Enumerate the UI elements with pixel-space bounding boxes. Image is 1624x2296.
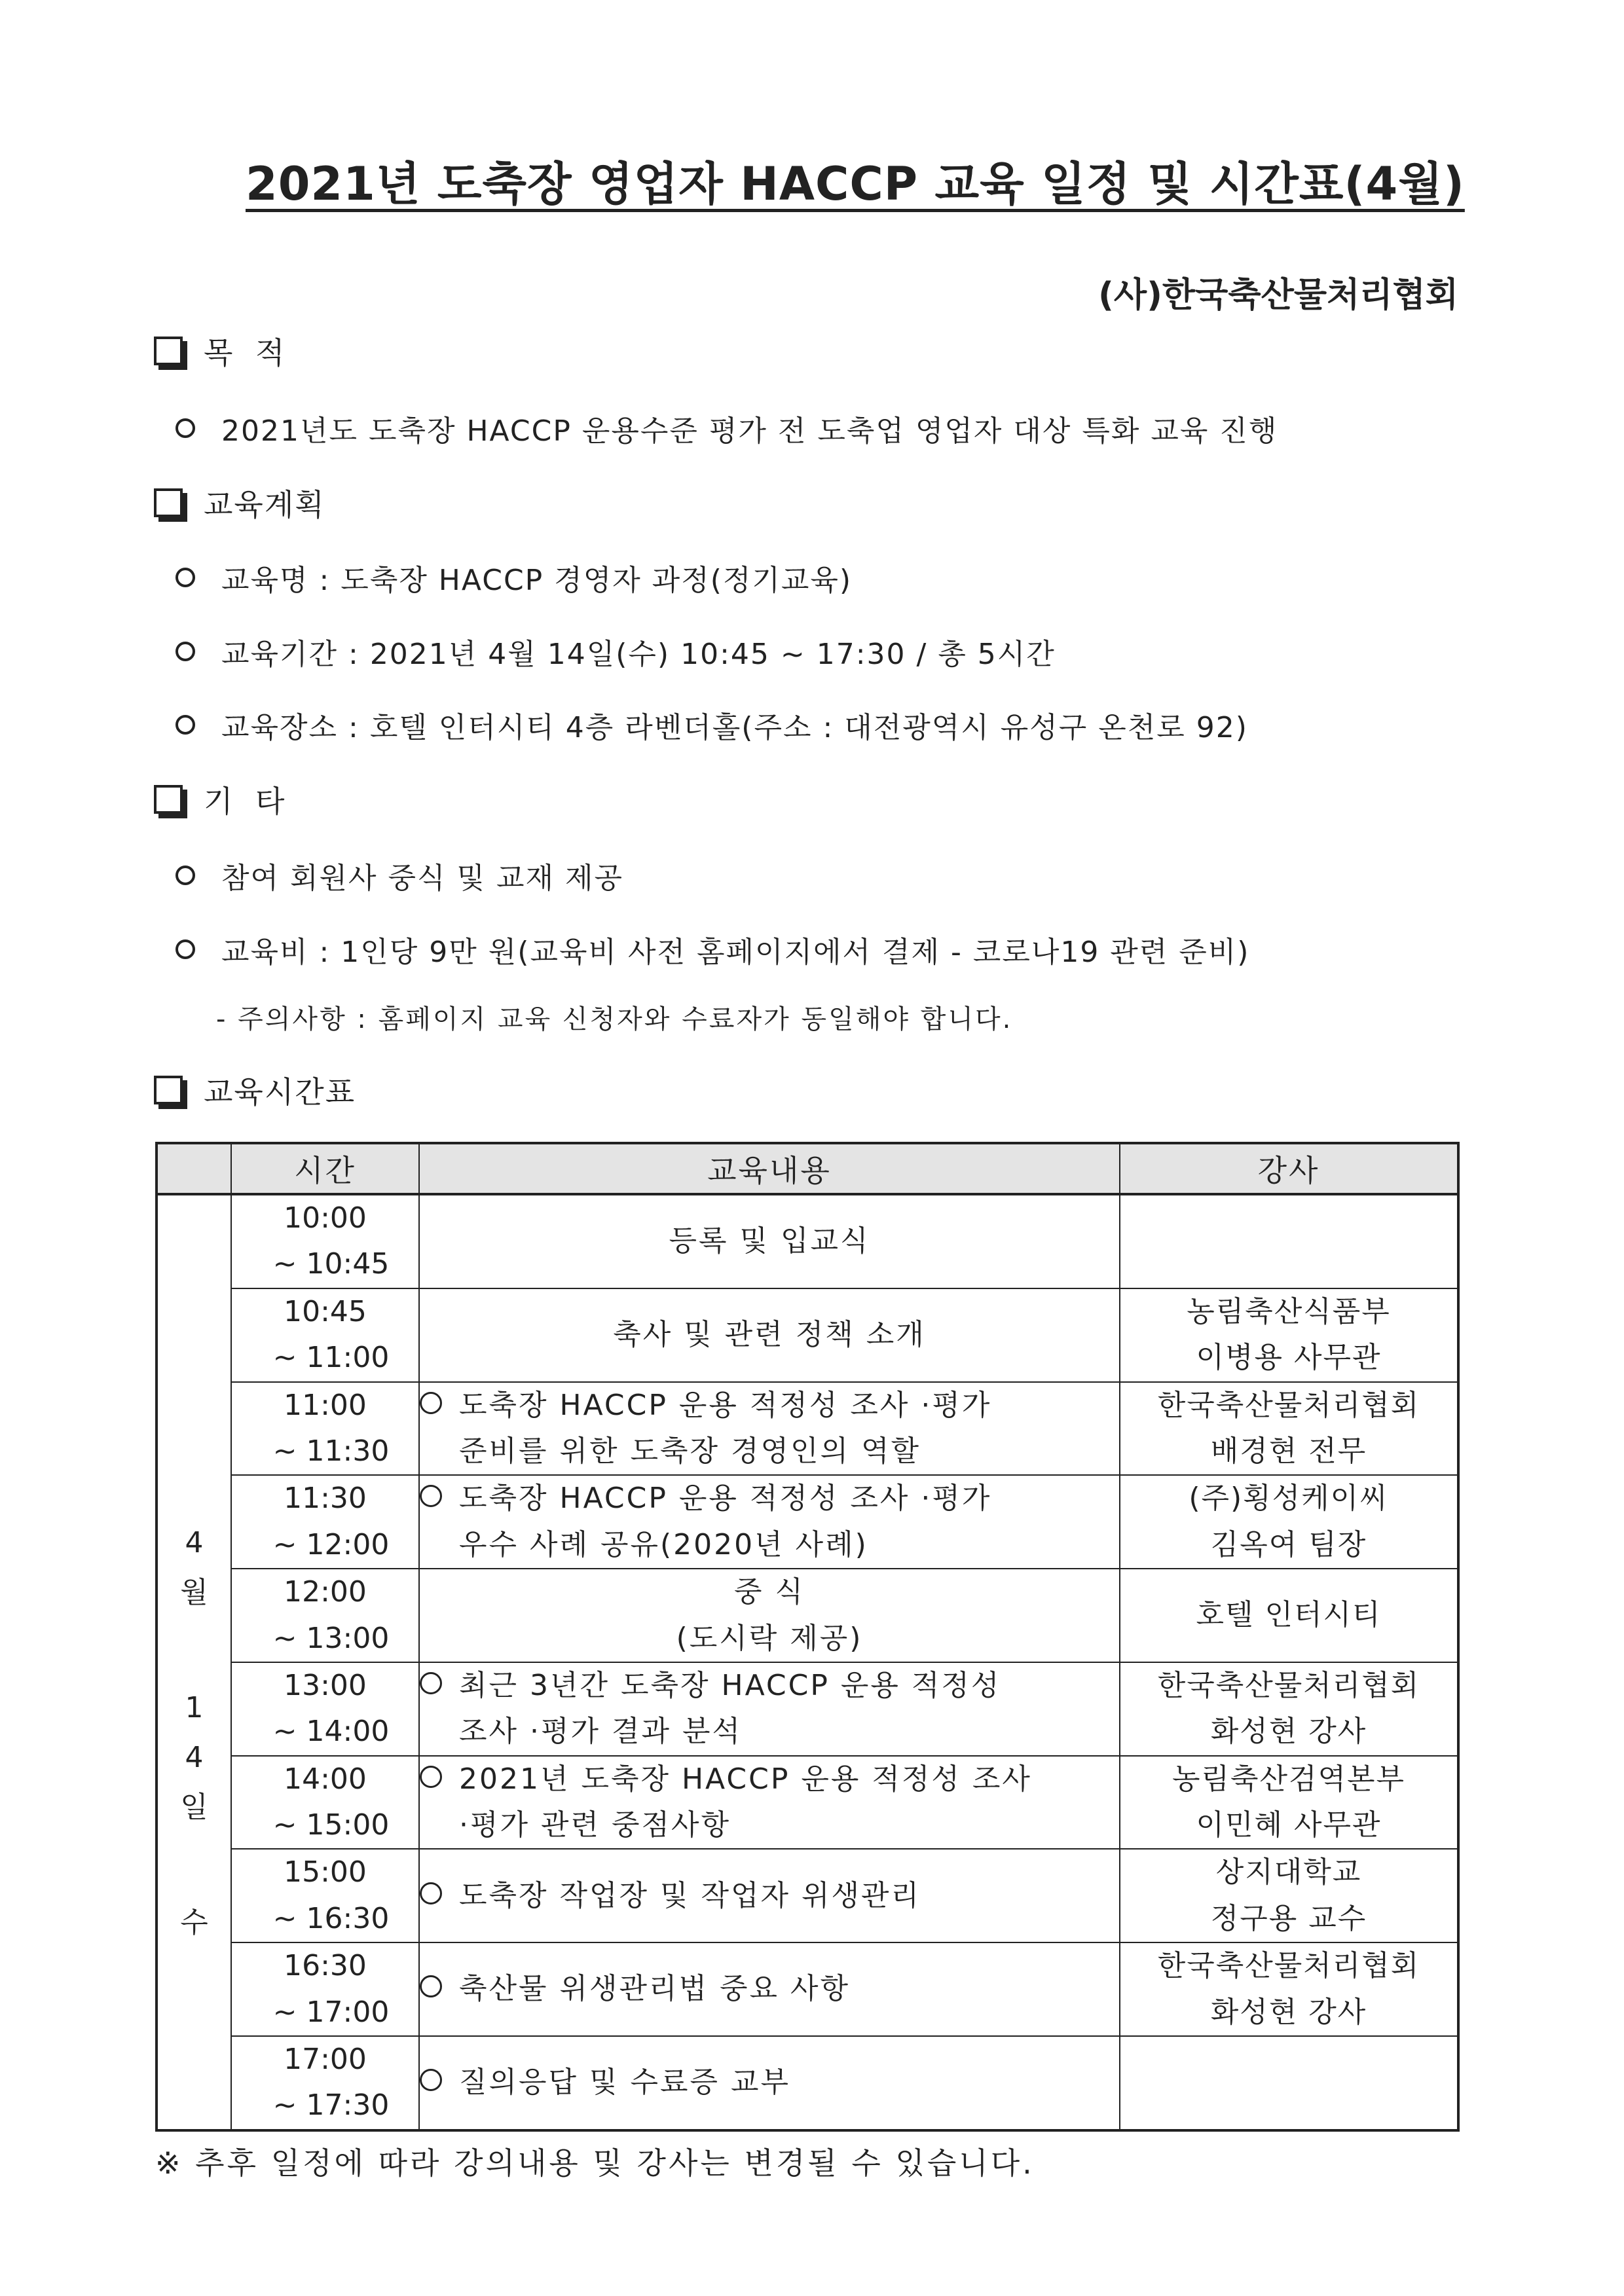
- time-start: 14:00: [284, 1762, 367, 1796]
- checkbox-square-icon: [154, 337, 183, 365]
- lecturer-line: 김옥여 팀장: [1210, 1527, 1367, 1561]
- table-row: [157, 1382, 1458, 1476]
- time-end: ~ 11:30: [272, 1434, 390, 1468]
- date-char: 4: [185, 1525, 204, 1559]
- circle-bullet-icon: [420, 1882, 442, 1904]
- time-end: ~ 16:30: [272, 1901, 390, 1935]
- time-start: 11:00: [284, 1388, 367, 1422]
- date-char: 1: [185, 1690, 204, 1724]
- table-row: [157, 1475, 1458, 1569]
- circle-bullet-icon: [175, 642, 195, 661]
- time-cell: [231, 1569, 419, 1662]
- time-cell: [231, 1942, 419, 2036]
- purpose-item: [175, 407, 1278, 449]
- other-text: 교육비 : 1인당 9만 원(교육비 사전 홈페이지에서 결제 - 코로나19 관련 준비): [221, 936, 1250, 969]
- content-cell: [419, 1288, 1120, 1382]
- lecturer-line: 농림축산식품부: [1187, 1294, 1391, 1328]
- lecturer-cell: [1120, 1942, 1458, 2036]
- circle-bullet-icon: [175, 568, 195, 587]
- content-line: ·평가 관련 중점사항: [459, 1808, 731, 1842]
- content-line: 도축장 HACCP 운용 적정성 조사 ·평가: [459, 1482, 992, 1516]
- circle-bullet-icon: [420, 1975, 442, 1997]
- content-cell: [419, 1662, 1120, 1756]
- lecturer-cell: [1120, 1756, 1458, 1850]
- table-row: [157, 1288, 1458, 1382]
- lecturer-line: 호텔 인터시티: [1196, 1598, 1382, 1632]
- content-line: 조사 ·평가 결과 분석: [459, 1715, 742, 1749]
- time-end: ~ 17:30: [272, 2088, 390, 2123]
- time-cell: [231, 1194, 419, 1288]
- plan-item-name: [175, 556, 852, 598]
- content-cell: [419, 1194, 1120, 1288]
- header-content: 교육내용: [419, 1143, 1120, 1194]
- plan-item-period: [175, 630, 1056, 672]
- content-line: 우수 사례 공유(2020년 사례): [459, 1527, 868, 1561]
- date-cell: [157, 1194, 231, 2130]
- section-timetable-heading: [154, 1068, 356, 1112]
- time-cell: [231, 1475, 419, 1569]
- content-cell: [419, 2036, 1120, 2130]
- content-line: 중 식: [734, 1575, 805, 1609]
- date-char: 수: [180, 1905, 208, 1939]
- time-cell: [231, 1756, 419, 1850]
- time-start: 15:00: [284, 1855, 367, 1889]
- time-cell: [231, 2036, 419, 2130]
- lecturer-cell: [1120, 1288, 1458, 1382]
- table-row: [157, 1849, 1458, 1942]
- date-char: 월: [180, 1575, 208, 1609]
- header-date: [157, 1143, 231, 1194]
- section-plan-heading: [154, 481, 325, 524]
- lecturer-cell: [1120, 1662, 1458, 1756]
- purpose-text: 2021년도 도축장 HACCP 운용수준 평가 전 도축업 영업자 대상 특화 교육 진행: [221, 414, 1278, 448]
- time-end: ~ 11:00: [272, 1341, 390, 1375]
- section-title: 목 적: [204, 335, 291, 371]
- circle-bullet-icon: [175, 418, 195, 438]
- date-char: 일: [180, 1790, 208, 1824]
- table-row: [157, 1662, 1458, 1756]
- table-header-row: [157, 1143, 1458, 1194]
- lecturer-line: 상지대학교: [1215, 1855, 1362, 1889]
- time-cell: [231, 1382, 419, 1476]
- section-title: 교육시간표: [204, 1074, 356, 1110]
- content-line: 등록 및 입교식: [669, 1224, 870, 1258]
- time-cell: [231, 1849, 419, 1942]
- content-line: 도축장 HACCP 운용 적정성 조사 ·평가: [459, 1388, 992, 1422]
- circle-bullet-icon: [420, 1766, 442, 1788]
- time-end: ~ 15:00: [272, 1808, 390, 1842]
- checkbox-square-icon: [154, 488, 183, 517]
- content-cell: [419, 1382, 1120, 1476]
- plan-text: 교육기간 : 2021년 4월 14일(수) 10:45 ~ 17:30 / 총 5시간: [221, 638, 1056, 671]
- lecturer-cell: [1120, 1382, 1458, 1476]
- circle-bullet-icon: [420, 2069, 442, 2091]
- plan-item-venue: [175, 704, 1248, 746]
- table-row: [157, 1756, 1458, 1850]
- time-cell: [231, 1662, 419, 1756]
- content-cell: [419, 1756, 1120, 1850]
- lecturer-line: 화성현 강사: [1210, 1995, 1367, 2029]
- time-end: ~ 17:00: [272, 1995, 390, 2029]
- content-cell: [419, 1475, 1120, 1569]
- time-start: 17:00: [284, 2043, 367, 2077]
- section-title: 기 타: [204, 784, 291, 819]
- lecturer-cell: [1120, 1569, 1458, 1662]
- time-end: ~ 14:00: [272, 1715, 390, 1749]
- table-row: [157, 2036, 1458, 2130]
- plan-text: 교육명 : 도축장 HACCP 경영자 과정(정기교육): [221, 564, 853, 597]
- content-line: 축사 및 관련 정책 소개: [613, 1317, 926, 1351]
- lecturer-line: (주)횡성케이씨: [1189, 1482, 1389, 1516]
- circle-bullet-icon: [175, 866, 195, 885]
- schedule-body: [157, 1194, 1458, 2130]
- lecturer-line: 배경현 전무: [1210, 1434, 1367, 1468]
- lecturer-line: 이병용 사무관: [1196, 1341, 1382, 1375]
- circle-bullet-icon: [420, 1672, 442, 1694]
- checkbox-square-icon: [154, 1076, 183, 1104]
- table-row: [157, 1942, 1458, 2036]
- other-text: 참여 회원사 중식 및 교재 제공: [221, 862, 623, 895]
- plan-text: 교육장소 : 호텔 인터시티 4층 라벤더홀(주소 : 대전광역시 유성구 온천로 92): [221, 711, 1248, 744]
- section-purpose-heading: [154, 329, 291, 373]
- circle-bullet-icon: [175, 939, 195, 959]
- time-start: 10:45: [284, 1294, 367, 1328]
- caution-note: - 주의사항 : 홈페이지 교육 신청자와 수료자가 동일해야 합니다.: [216, 1004, 1013, 1034]
- content-cell: [419, 1942, 1120, 2036]
- time-end: ~ 12:00: [272, 1527, 390, 1561]
- lecturer-cell: [1120, 2036, 1458, 2130]
- lecturer-cell: [1120, 1849, 1458, 1942]
- content-cell: [419, 1849, 1120, 1942]
- time-end: ~ 10:45: [272, 1247, 390, 1281]
- lecturer-line: 화성현 강사: [1210, 1715, 1367, 1749]
- time-start: 11:30: [284, 1482, 367, 1516]
- content-line: 준비를 위한 도축장 경영인의 역할: [459, 1434, 921, 1468]
- lecturer-line: 한국축산물처리협회: [1157, 1388, 1420, 1422]
- content-line: 질의응답 및 수료증 교부: [459, 2066, 790, 2100]
- section-other-heading: [154, 778, 291, 821]
- lecturer-cell: [1120, 1194, 1458, 1288]
- document-title: 2021년 도축장 영업자 HACCP 교육 일정 및 시간표(4월): [246, 157, 1465, 211]
- lecturer-line: 한국축산물처리협회: [1157, 1668, 1420, 1702]
- schedule-table: [155, 1142, 1460, 2132]
- time-start: 16:30: [284, 1949, 367, 1983]
- section-title: 교육계획: [204, 487, 325, 522]
- lecturer-line: 이민혜 사무관: [1196, 1808, 1382, 1842]
- content-line: (도시락 제공): [676, 1621, 863, 1655]
- time-start: 10:00: [284, 1201, 367, 1235]
- other-item-fee: [175, 928, 1249, 970]
- time-end: ~ 13:00: [272, 1621, 390, 1655]
- content-line: 축산물 위생관리법 중요 사항: [459, 1972, 851, 2006]
- time-start: 12:00: [284, 1575, 367, 1609]
- organization-name: (사)한국축산물처리협회: [1098, 276, 1458, 315]
- circle-bullet-icon: [175, 715, 195, 735]
- lecturer-line: 농림축산검역본부: [1172, 1762, 1406, 1796]
- other-item-meal: [175, 854, 623, 896]
- checkbox-square-icon: [154, 785, 183, 814]
- content-line: 도축장 작업장 및 작업자 위생관리: [459, 1878, 921, 1912]
- table-row: [157, 1569, 1458, 1662]
- lecturer-line: 정구용 교수: [1210, 1901, 1367, 1935]
- circle-bullet-icon: [420, 1485, 442, 1507]
- footnote: ※ 추후 일정에 따라 강의내용 및 강사는 변경될 수 있습니다.: [155, 2145, 1035, 2181]
- content-line: 2021년 도축장 HACCP 운용 적정성 조사: [459, 1762, 1032, 1796]
- date-char: 4: [185, 1740, 204, 1774]
- time-start: 13:00: [284, 1668, 367, 1702]
- header-time: 시간: [231, 1143, 419, 1194]
- content-cell: [419, 1569, 1120, 1662]
- circle-bullet-icon: [420, 1392, 442, 1414]
- lecturer-line: 한국축산물처리협회: [1157, 1949, 1420, 1983]
- header-lecturer: 강사: [1120, 1143, 1458, 1194]
- lecturer-cell: [1120, 1475, 1458, 1569]
- time-cell: [231, 1288, 419, 1382]
- content-line: 최근 3년간 도축장 HACCP 운용 적정성: [459, 1668, 1001, 1702]
- table-row: [157, 1194, 1458, 1288]
